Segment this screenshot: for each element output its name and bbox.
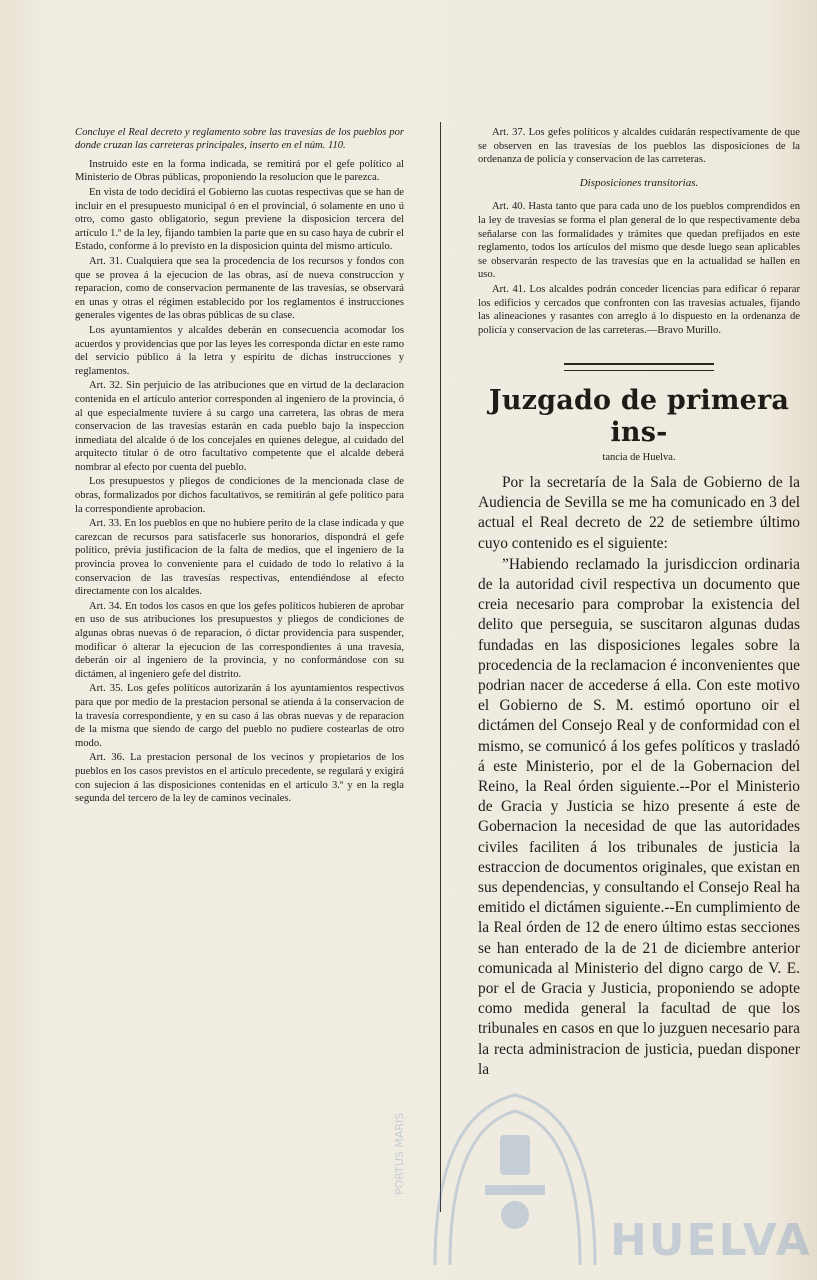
continuation-intro: Concluye el Real decreto y reglamento sobre las travesías de los pueblos por donde cruzan las carreteras principales, inserto en el núm. 110. — [75, 127, 404, 152]
paragraph-art-40: Art. 40. Hasta tanto que para cada uno de los pueblos comprendidos en la ley de travesías se forma el plan general de lo que respectivamente deba señalarse con las formalidades y trámites que quedan prefijados en este reglamento, todos los artículos del mismo que desde luego sean aplicables se observarán respecto de las travesías que en la actualidad se hallen en uso. — [478, 201, 800, 281]
left-column — [75, 126, 404, 806]
paragraph-art-31: Art. 31. Cualquiera que sea la procedencia de los recursos y fondos con que se provea á la ejecucion de las obras, así de nueva construccion y reparacion, como de conservacion permanente de las travesías, se observará en unas y otras el régimen establecido por los reglamentos é instrucciones generales vigentes de las obras públicas de su clase. — [75, 255, 404, 322]
paragraph-art-37: Art. 37. Los gefes políticos y alcaldes cuidarán respectivamente de que se observen en las travesías de los pueblos las disposiciones de la ordenanza de policía y conservacion de las carreteras. — [478, 127, 800, 166]
paragraph-art-35: Art. 35. Los gefes políticos autorizarán á los ayuntamientos respectivos para que por medio de la prestacion personal se atienda á la conservacion de la travesía correspondiente, y en su caso á las obras nuevas y de reparacion de la misma que siendo de cargo del pueblo no pudiere costearlas de otro modo. — [75, 683, 404, 749]
section-divider — [564, 363, 714, 371]
paragraph-art-34: Art. 34. En todos los casos en que los gefes políticos hubieren de aprobar en uso de sus atribuciones los presupuestos y pliegos de condiciones de algunas obras nuevas ó de reparacion, ó dictar providencia para suspender, modificar ó alterar la ejecucion de las correspondientes á una travesía, deberán oir al ingeniero de la provincia, y no conformándose con su dictámen, al ingeniero gefe del distrito. — [75, 600, 404, 680]
paragraph: Los presupuestos y pliegos de condiciones de la mencionada clase de obras, formalizados por dichos facultativos, se remitirán al gefe político para la correspondiente aprobacion. — [75, 476, 404, 515]
paragraph: Instruido este en la forma indicada, se remitirá por el gefe político al Ministerio de Obras públicas, proponiendo la resolucion que le parezca. — [75, 158, 404, 184]
paragraph-art-32: Art. 32. Sin perjuicio de las atribuciones que en virtud de la declaracion contenida en el artículo anterior corresponden al ingeniero de la provincia, ó al que especialmente tuviere á su cargo una carretera, las obras de mera conservacion de las travesías estarán en cada pueblo bajo la inspeccion inmediata del alcalde ó de los concejales en quienes delegue, al cuidado del arquitecto titular ó de otro facultativo competente que el alcalde deberá nombrar al efecto por cuenta del pueblo. — [75, 380, 404, 473]
section-subtitle: tancia de Huelva. — [602, 452, 676, 464]
court-notice-body — [478, 473, 800, 1080]
paragraph: En vista de todo decidirá el Gobierno las cuotas respectivas que se han de incluir en el presupuesto municipal ó en el provincial, ó solamente en uno ú otro, como gasto obligatorio, segun previene la disposicion tercera del artículo 1.º de la ley, fijando tambien la parte que en su caso haya de cubrir el Estado, conforme á lo previsto en la disposicion quinta del mismo artículo. — [75, 187, 404, 253]
right-column — [478, 126, 800, 1080]
paragraph: ”Habiendo reclamado la jurisdiccion ordinaria de la autoridad civil respectiva un documento que creia necesario para comprobar la existencia del delito que perseguia, se suscitaron algunas dudas fundadas en las disposiciones legales sobre la procedencia de la reclamacion é inconvenientes que podrian nacer de accederse á ella. Con este motivo el Gobierno de S. M. estimó oportuno oir el dictámen del Consejo Real y de conformidad con el mismo, se comunicó á los gefes políticos y trasladó á este Ministerio, por el de la Gobernacion del Reino, la Real órden siguiente.--Por el Ministerio de Gracia y Justicia se hizo presente á este de Gobernacion la necesidad de que las autoridades civiles faciliten á los tribunales de justicia la estraccion de documentos originales, que existan en sus dependencias, y consultando el Consejo Real ha emitido el dictámen siguiente.--En cumplimiento de la Real órden de 12 de enero último estas secciones se han enterado de la de 21 de diciembre anterior comunicada al Ministerio del digno cargo de V. E. por el de Gracia y Justicia, proponiendo se adopte como medida general la facultad de que los tribunales en casos en que lo juzguen necesario para la recta administracion de justicia, puedan disponer la — [478, 555, 800, 1078]
section-title: Juzgado de primera ins- — [488, 385, 790, 449]
column-divider — [440, 122, 441, 1212]
watermark-arc-text: PORTUS MARIS — [393, 1112, 406, 1195]
paragraph-art-36: Art. 36. La prestacion personal de los vecinos y propietarios de los pueblos en los casos previstos en el artículo precedente, se regulará y exigirá con sujecion á las disposiciones contenidas en el artículo 3.º y en la regla segunda del tercero de la ley de caminos vecinales. — [75, 752, 404, 805]
paragraph: Los ayuntamientos y alcaldes deberán en consecuencia acomodar los acuerdos y providencias que por las leyes les corresponda dictar en este ramo del servicio público á la letra y espíritu de dichas instrucciones y reglamentos. — [75, 324, 404, 377]
transitory-heading: Disposiciones transitorias. — [579, 176, 699, 189]
watermark-main-text: HUELVA — [610, 1215, 812, 1266]
paragraph-art-41: Art. 41. Los alcaldes podrán conceder licencias para edificar ó reparar los edificios y cercados que confronten con las travesías actuales, fijando las alineaciones y rasantes con arreglo á lo dispuesto en la ordenanza de policía y conservacion de las carreteras.—Bravo Murillo. — [478, 283, 800, 336]
archive-seal-watermark — [393, 1075, 812, 1275]
paragraph: Por la secretaría de la Sala de Gobierno de la Audiencia de Sevilla se me ha comunicado en 3 del actual el Real decreto de 22 de setiembre último cuyo contenido es el siguiente: — [478, 473, 800, 552]
paragraph-art-33: Art. 33. En los pueblos en que no hubiere perito de la clase indicada y que carezcan de recursos para satisfacerle sus honorarios, dispondrá el gefe político, prévia justificacion de la falta de medios, que el ingeniero de la provincia provea lo conveniente para el cuidado de todo lo relativo á la conservacion de las travesías respectivas, entendiéndose al efecto directamente con los alcaldes. — [75, 518, 404, 598]
